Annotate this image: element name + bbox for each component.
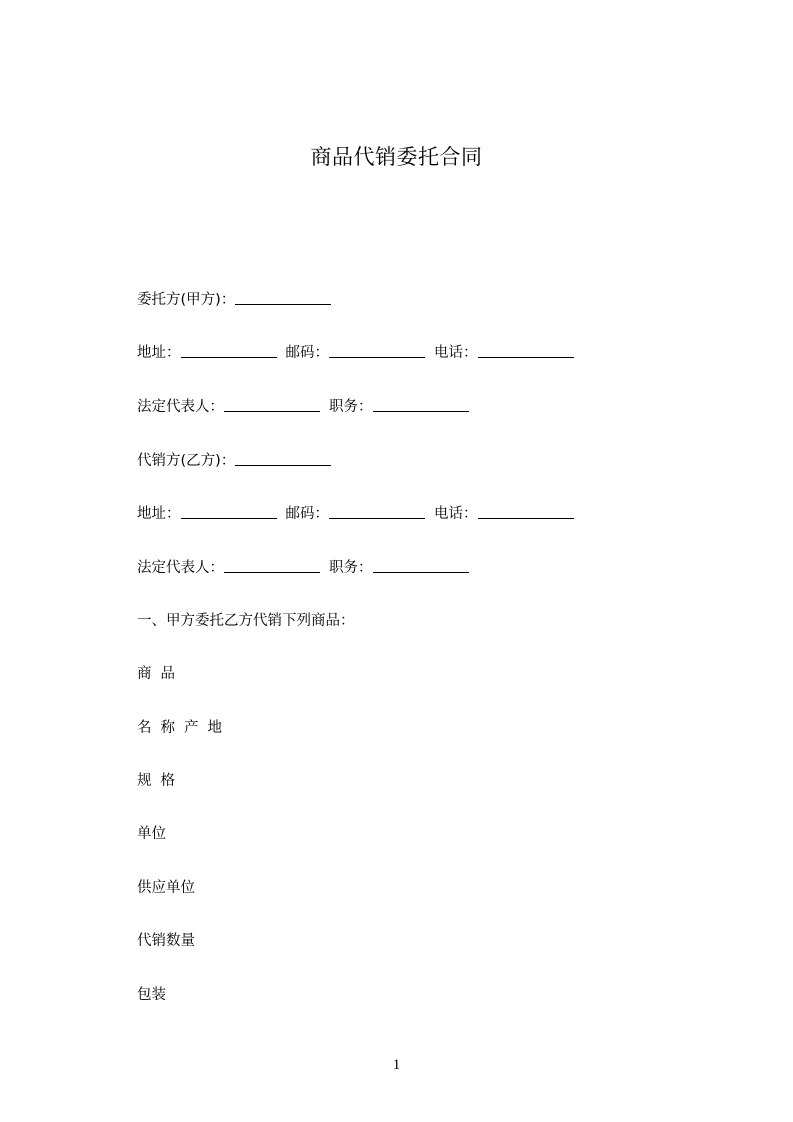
party-a-contact-line bbox=[137, 342, 574, 364]
party-a-phone-label: 电话： bbox=[434, 345, 478, 361]
party-b-phone-label: 电话： bbox=[434, 506, 478, 522]
item-field-name-origin: 名称产地 bbox=[137, 720, 231, 736]
party-b-position-label: 职务： bbox=[329, 560, 373, 576]
item-field-quantity: 代销数量 bbox=[137, 933, 195, 949]
party-b-name-blank[interactable] bbox=[235, 450, 331, 466]
party-a-position-label: 职务： bbox=[329, 399, 373, 415]
item-field-product: 商品 bbox=[137, 666, 184, 682]
party-a-phone-blank[interactable] bbox=[478, 342, 574, 358]
party-a-address-blank[interactable] bbox=[181, 342, 277, 358]
party-a-line bbox=[137, 289, 331, 311]
party-b-address-blank[interactable] bbox=[181, 503, 277, 519]
clause-1-heading: 一、甲方委托乙方代销下列商品： bbox=[137, 613, 355, 629]
party-b-label: 代销方(乙方)： bbox=[137, 453, 236, 469]
party-a-postcode-blank[interactable] bbox=[329, 342, 425, 358]
party-a-position-blank[interactable] bbox=[373, 396, 469, 412]
party-b-postcode-label: 邮码： bbox=[285, 506, 329, 522]
party-a-label: 委托方(甲方)： bbox=[137, 292, 236, 308]
page-number: 1 bbox=[392, 1057, 401, 1073]
party-b-contact-line bbox=[137, 503, 574, 525]
item-field-spec: 规格 bbox=[137, 773, 184, 789]
party-b-rep-label: 法定代表人： bbox=[137, 560, 224, 576]
party-a-name-blank[interactable] bbox=[235, 289, 331, 305]
party-a-address-label: 地址： bbox=[137, 345, 181, 361]
party-b-rep-blank[interactable] bbox=[224, 557, 320, 573]
party-a-rep-label: 法定代表人： bbox=[137, 399, 224, 415]
item-field-unit: 单位 bbox=[137, 826, 166, 842]
party-b-postcode-blank[interactable] bbox=[329, 503, 425, 519]
item-field-supplier: 供应单位 bbox=[137, 880, 195, 896]
item-field-packaging: 包装 bbox=[137, 987, 166, 1003]
party-b-rep-line bbox=[137, 557, 469, 579]
party-b-phone-blank[interactable] bbox=[478, 503, 574, 519]
page-title: 商品代销委托合同 bbox=[310, 145, 483, 169]
party-b-line bbox=[137, 450, 331, 472]
party-b-position-blank[interactable] bbox=[373, 557, 469, 573]
party-a-rep-line bbox=[137, 396, 469, 418]
party-b-address-label: 地址： bbox=[137, 506, 181, 522]
party-a-postcode-label: 邮码： bbox=[285, 345, 329, 361]
party-a-rep-blank[interactable] bbox=[224, 396, 320, 412]
